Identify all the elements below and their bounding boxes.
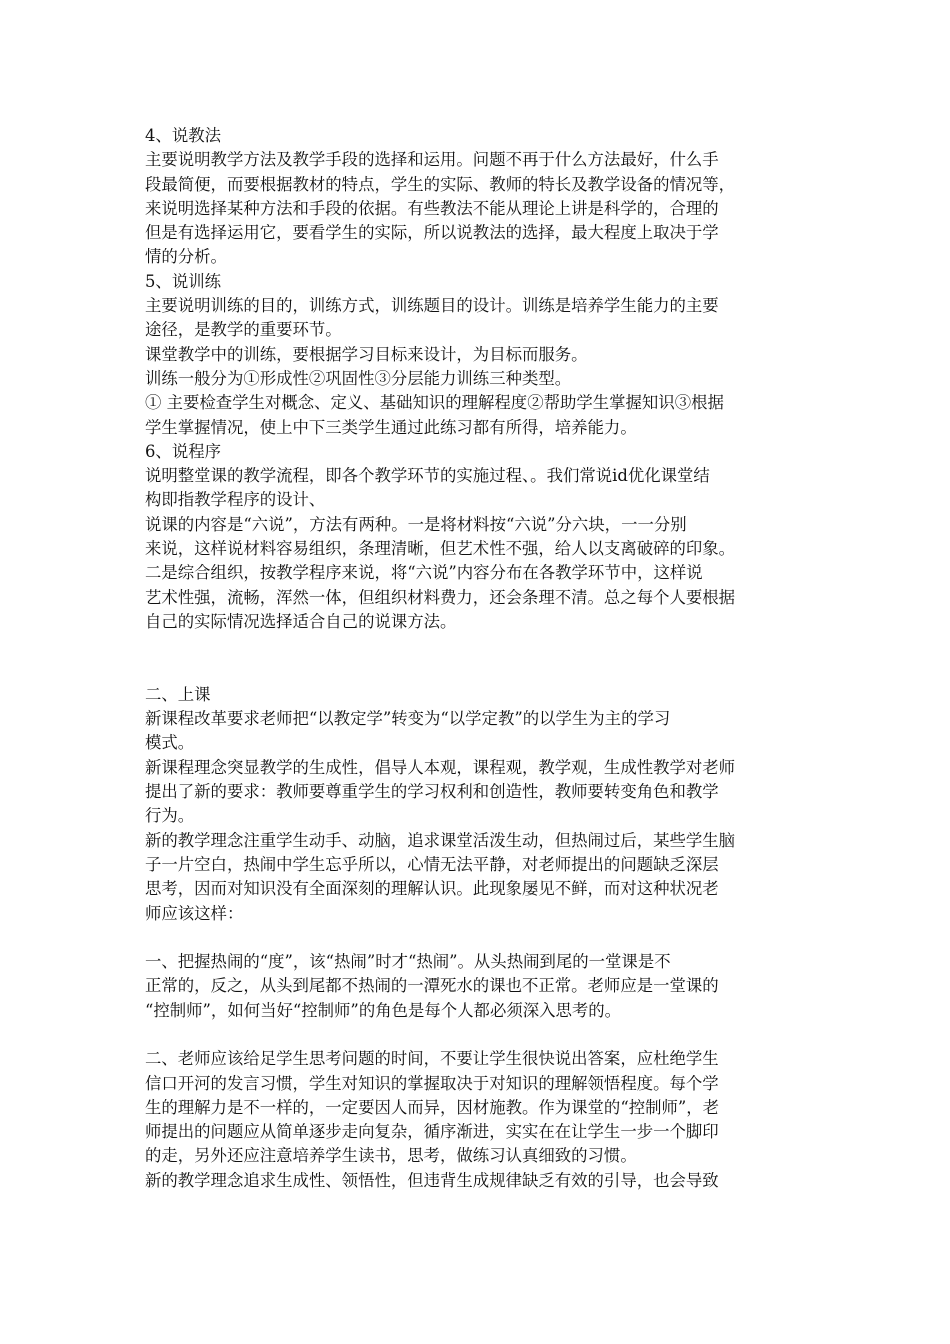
document-page <box>145 124 815 1193</box>
section-heading: 6、说程序 <box>145 441 221 461</box>
paragraph <box>145 391 815 440</box>
paragraph-line: 一、把握热闹的“度”，该“热闹”时才“热闹”。从头热闹到尾的一堂课是不 <box>145 952 671 972</box>
blank-line <box>145 659 815 683</box>
paragraph-line: 子一片空白，热闹中学生忘乎所以，心情无法平静，对老师提出的问题缺乏深层 <box>145 854 719 874</box>
paragraph-line: 说课的内容是“六说”，方法有两种。一是将材料按“六说”分六块，一一分别 <box>145 514 687 534</box>
paragraph-line: 模式。 <box>145 733 195 753</box>
paragraph-line: 新的教学理念注重学生动手、动脑，追求课堂活泼生动，但热闹过后，某些学生脑 <box>145 830 736 850</box>
blank-line <box>145 634 815 658</box>
paragraph-line: 课堂教学中的训练，要根据学习目标来设计，为目标而服务。 <box>145 344 588 364</box>
paragraph-line: 师应该这样： <box>145 903 244 923</box>
paragraph-line: 生的理解力是不一样的，一定要因人而异，因材施教。作为课堂的“控制师”，老 <box>145 1097 720 1117</box>
paragraph-line: 自己的实际情况选择适合自己的说课方法。 <box>145 611 457 631</box>
paragraph <box>145 513 815 634</box>
paragraph-line: 艺术性强，流畅，浑然一体，但组织材料费力，还会条理不清。总之每个人要根据 <box>145 587 736 607</box>
paragraph <box>145 343 815 367</box>
paragraph-line: 新课程改革要求老师把“以教定学”转变为“以学定教”的以学生为主的学习 <box>145 709 671 729</box>
paragraph-line: 来说明选择某种方法和手段的依据。有些教法不能从理论上讲是科学的，合理的 <box>145 198 719 218</box>
section-heading: 5、说训练 <box>145 271 221 291</box>
paragraph-line: 新课程理念突显教学的生成性，倡导人本观，课程观，教学观，生成性教学对老师 <box>145 757 736 777</box>
paragraph-line: 正常的，反之，从头到尾都不热闹的一潭死水的课也不正常。老师应是一堂课的 <box>145 976 719 996</box>
paragraph-line: 二、老师应该给足学生思考问题的时间，不要让学生很快说出答案，应杜绝学生 <box>145 1049 719 1069</box>
section-heading: 4、说教法 <box>145 126 221 145</box>
paragraph-line: 但是有选择运用它，要看学生的实际，所以说教法的选择，最大程度上取决于学 <box>145 223 719 243</box>
paragraph-line: 主要说明教学方法及教学手段的选择和运用。问题不再于什么方法最好，什么手 <box>145 150 719 170</box>
paragraph-line: 提出了新的要求：教师要尊重学生的学习权利和创造性，教师要转变角色和教学 <box>145 782 719 802</box>
paragraph-line: 师提出的问题应从简单逐步走向复杂，循序渐进，实实在在让学生一步一个脚印 <box>145 1122 719 1142</box>
paragraph-line: 学生掌握情况，使上中下三类学生通过此练习都有所得，培养能力。 <box>145 417 637 437</box>
paragraph-line: “控制师”，如何当好“控制师”的角色是每个人都必须深入思考的。 <box>145 1000 622 1020</box>
paragraph-line: 行为。 <box>145 806 195 826</box>
paragraph-line: 的走，另外还应注意培养学生读书，思考，做练习认真细致的习惯。 <box>145 1146 637 1166</box>
blank-line <box>145 926 815 950</box>
paragraph <box>145 829 815 926</box>
paragraph-line: 途径，是教学的重要环节。 <box>145 320 342 340</box>
paragraph <box>145 464 815 513</box>
paragraph-line: 思考，因而对知识没有全面深刻的理解认识。此现象屡见不鲜，而对这种状况老 <box>145 879 719 899</box>
section-heading: 二、上课 <box>145 684 211 704</box>
paragraph-line: 信口开河的发言习惯，学生对知识的掌握取决于对知识的理解领悟程度。每个学 <box>145 1073 719 1093</box>
paragraph-line: ① 主要检查学生对概念、定义、基础知识的理解程度②帮助学生掌握知识③根据 <box>145 393 724 413</box>
paragraph <box>145 294 815 343</box>
paragraph-line: 构即指教学程序的设计、 <box>145 490 326 510</box>
paragraph-line: 段最简便，而要根据教材的特点，学生的实际、教师的特长及教学设备的情况等， <box>145 174 736 194</box>
paragraph <box>145 148 815 269</box>
paragraph-line: 主要说明训练的目的，训练方式，训练题目的设计。训练是培养学生能力的主要 <box>145 296 719 316</box>
paragraph <box>145 707 815 756</box>
paragraph-line: 说明整堂课的教学流程，即各个教学环节的实施过程、。我们常说id优化课堂结 <box>145 466 710 486</box>
paragraph-line: 训练一般分为①形成性②巩固性③分层能力训练三种类型。 <box>145 368 572 388</box>
paragraph <box>145 756 815 829</box>
paragraph-line: 新的教学理念追求生成性、领悟性，但违背生成规律缺乏有效的引导，也会导致 <box>145 1170 719 1190</box>
paragraph <box>145 367 815 391</box>
paragraph-line: 二是综合组织，按教学程序来说，将“六说”内容分布在各教学环节中，这样说 <box>145 563 703 583</box>
blank-line <box>145 1023 815 1047</box>
paragraph <box>145 950 815 1023</box>
paragraph <box>145 1047 815 1168</box>
paragraph-line: 来说，这样说材料容易组织，条理清晰，但艺术性不强，给人以支离破碎的印象。 <box>145 539 736 559</box>
paragraph-line: 情的分析。 <box>145 247 227 267</box>
paragraph <box>145 1169 815 1193</box>
